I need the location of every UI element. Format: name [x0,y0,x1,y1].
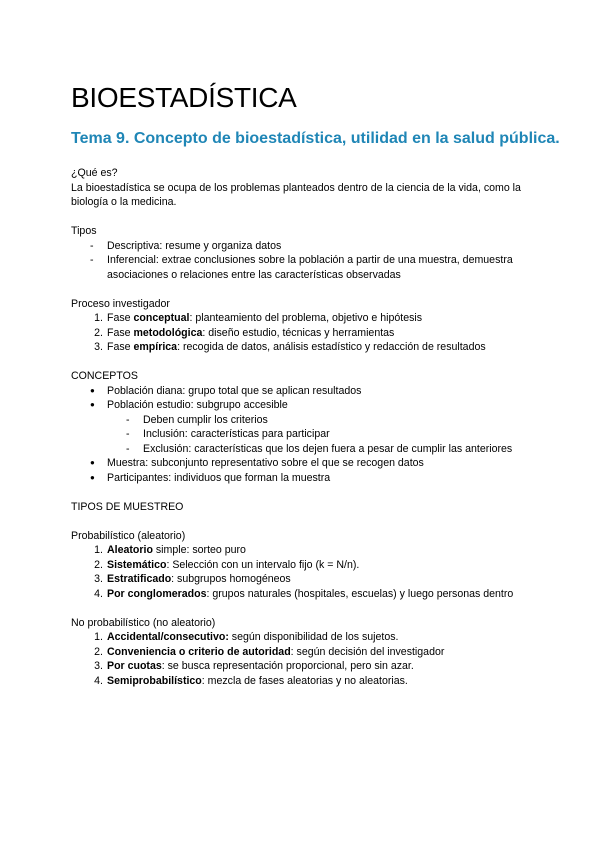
list-item: 3. Estratificado: subgrupos homogéneos [94,573,291,585]
bullet-icon: ● [90,458,95,467]
list-item: 4. Por conglomerados: grupos naturales (hospitales, escuelas) y luego personas dentro [94,587,514,600]
document-body [71,166,541,688]
document-subtitle: Tema 9. Concepto de bioestadística, utilidad en la salud pública. [71,130,560,147]
list-item: ● Población estudio: subgrupo accesible - Deben cumplir los criterios - Inclusión: características para participar - Exclusión: características que los dejen fuera a pesar de cumplir las anteriores [71,398,541,456]
list-item: ● Muestra: subconjunto representativo sobre el que se recogen datos [90,457,424,469]
list-item: - Inclusión: características para participar [107,427,541,442]
tipos-heading: Tipos [71,225,97,237]
tipos-list [71,239,541,283]
list-item: - Inferencial: extrae conclusiones sobre la población a partir de una muestra, demuestra asociaciones o relaciones entre las características observadas [71,253,541,282]
conceptos-list [71,384,541,486]
no-probabilistico-heading: No probabilístico (no aleatorio) [71,616,216,629]
list-item: - Exclusión: características que los dejen fuera a pesar de cumplir las anteriores [107,442,541,457]
probabilistico-heading: Probabilístico (aleatorio) [71,529,186,542]
list-item: 4. Semiprobabilístico: mezcla de fases aleatorias y no aleatorias. [94,674,408,687]
list-item: 1. Aleatorio simple: sorteo puro [94,544,246,556]
document-title: BIOESTADÍSTICA [71,82,297,113]
list-item: 2. Conveniencia o criterio de autoridad: según decisión del investigador [94,645,445,658]
list-item: ● Participantes: individuos que forman la muestra [90,471,331,484]
proceso-list [71,311,541,355]
conceptos-sublist [107,413,541,457]
list-item: 1. Accidental/consecutivo: según disponibilidad de los sujetos. [94,631,399,643]
bullet-icon: ● [90,472,95,482]
conceptos-heading: CONCEPTOS [71,370,138,382]
proceso-heading: Proceso investigador [71,297,170,310]
bullet-icon: ● [90,385,95,395]
bullet-icon: ● [90,400,95,409]
list-item: - Descriptiva: resume y organiza datos [71,239,541,254]
no-probabilistico-list [71,630,541,688]
list-item: - Deben cumplir los criterios [107,413,541,428]
list-item: ● Población diana: grupo total que se aplican resultados [90,384,362,397]
list-item: 1. Fase conceptual: planteamiento del problema, objetivo e hipótesis [94,312,423,324]
que-es-heading: ¿Qué es? [71,167,118,179]
list-item: 2. Sistemático: Selección con un intervalo fijo (k = N/n). [94,558,360,571]
list-item: 3. Por cuotas: se busca representación proporcional, pero sin azar. [94,660,414,672]
list-item: 2. Fase metodológica: diseño estudio, técnicas y herramientas [94,326,395,339]
que-es-text: La bioestadística se ocupa de los problemas planteados dentro de la ciencia de la vida, como la biología o la medicina. [71,181,521,208]
list-item: 3. Fase empírica: recogida de datos, análisis estadístico y redacción de resultados [94,341,486,353]
probabilistico-list [71,543,541,601]
tipos-muestreo-heading: TIPOS DE MUESTREO [71,500,184,513]
